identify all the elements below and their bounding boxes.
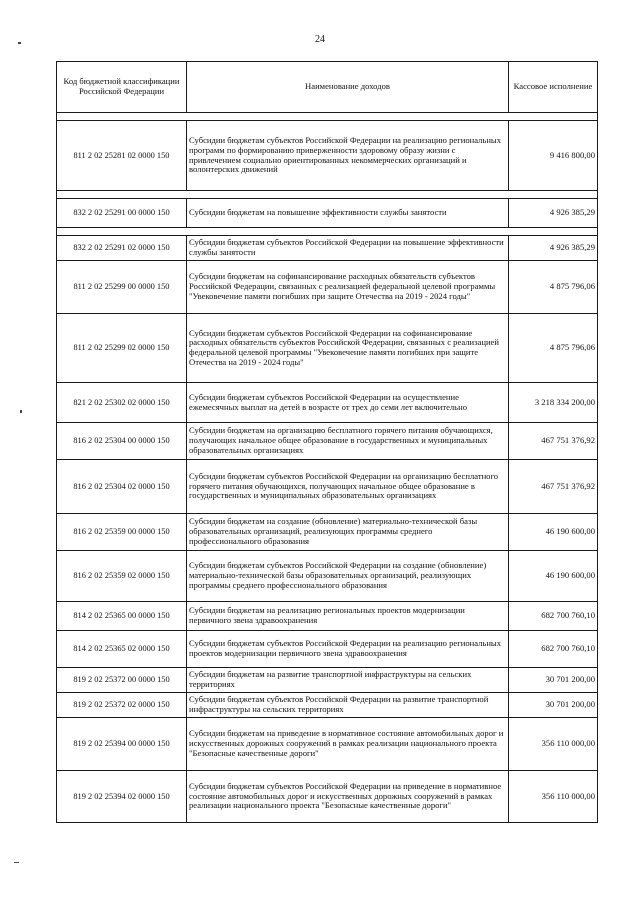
revenue-name-cell: Субсидии бюджетам на приведение в нормативное состояние автомобильных дорог и искусственных дорожных сооружений в рамках реализации национального проекта "Безопасные качественные дороги" — [187, 718, 509, 771]
revenue-name-cell: Субсидии бюджетам субъектов Российской Федерации на повышение эффективности службы занятости — [187, 236, 509, 261]
revenue-name-cell: Субсидии бюджетам субъектов Российской Федерации на софинансирование расходных обязательств субъектов Российской Федерации, связанных с реализацией федеральной целевой программы "Увековечение памяти погибших при защите Отечества на 2019 - 2024 годы" — [187, 314, 509, 383]
row-spacer — [57, 113, 598, 121]
spacer-cell — [187, 191, 509, 199]
revenue-name-cell: Субсидии бюджетам на софинансирование расходных обязательств субъектов Российской Федерации, связанных с реализацией федеральной целевой программы "Увековечение памяти погибших при защите Отечества на 2019 - 2024 годы" — [187, 261, 509, 314]
budget-code-cell: 819 2 02 25394 02 0000 150 — [57, 771, 187, 823]
revenue-name-cell: Субсидии бюджетам субъектов Российской Федерации на развитие транспортной инфраструктуры на сельских территориях — [187, 693, 509, 718]
table-row — [57, 602, 598, 631]
revenue-name-cell: Субсидии бюджетам субъектов Российской Федерации на реализацию региональных программ по формированию приверженности здоровому образу жизни с привлечением социально ориентированных некоммерческих организаций и волонтерских движений — [187, 121, 509, 191]
header-code: Код бюджетной классификации Российской Федерации — [57, 62, 187, 113]
amount-cell: 30 701 200,00 — [509, 693, 598, 718]
table-body — [57, 113, 598, 823]
amount-cell: 4 926 385,29 — [509, 236, 598, 261]
revenue-name-cell: Субсидии бюджетам на реализацию региональных проектов модернизации первичного звена здравоохранения — [187, 602, 509, 631]
scan-mark-bottom — [14, 862, 19, 863]
table-row — [57, 423, 598, 460]
amount-cell: 9 416 800,00 — [509, 121, 598, 191]
table-row — [57, 718, 598, 771]
table-row — [57, 121, 598, 191]
budget-code-cell: 811 2 02 25299 02 0000 150 — [57, 314, 187, 383]
budget-code-cell: 821 2 02 25302 02 0000 150 — [57, 383, 187, 423]
scan-mark-middle — [20, 410, 22, 413]
budget-code-cell: 819 2 02 25372 00 0000 150 — [57, 668, 187, 693]
revenue-name-cell: Субсидии бюджетам субъектов Российской Федерации на организацию бесплатного горячего питания обучающихся, получающих начальное общее образование в государственных и муниципальных образовательных организациях — [187, 460, 509, 514]
table-row — [57, 383, 598, 423]
table-row — [57, 631, 598, 668]
budget-code-cell: 819 2 02 25394 00 0000 150 — [57, 718, 187, 771]
budget-code-cell: 832 2 02 25291 02 0000 150 — [57, 236, 187, 261]
amount-cell: 46 190 600,00 — [509, 514, 598, 551]
budget-code-cell: 811 2 02 25299 00 0000 150 — [57, 261, 187, 314]
table-row — [57, 668, 598, 693]
table-row — [57, 514, 598, 551]
amount-cell: 4 875 796,06 — [509, 314, 598, 383]
table-row — [57, 261, 598, 314]
budget-code-cell: 816 2 02 25359 00 0000 150 — [57, 514, 187, 551]
revenue-name-cell: Субсидии бюджетам на повышение эффективности службы занятости — [187, 199, 509, 228]
amount-cell: 467 751 376,92 — [509, 460, 598, 514]
amount-cell: 46 190 600,00 — [509, 551, 598, 602]
revenue-name-cell: Субсидии бюджетам субъектов Российской Федерации на создание (обновление) материально-технической базы образовательных организаций, реализующих программы среднего профессионального образования — [187, 551, 509, 602]
budget-code-cell: 814 2 02 25365 00 0000 150 — [57, 602, 187, 631]
amount-cell: 356 110 000,00 — [509, 718, 598, 771]
row-spacer — [57, 228, 598, 236]
spacer-cell — [57, 191, 187, 199]
table-row — [57, 460, 598, 514]
budget-code-cell: 811 2 02 25281 02 0000 150 — [57, 121, 187, 191]
table-row — [57, 551, 598, 602]
header-amount: Кассовое исполнение — [509, 62, 598, 113]
amount-cell: 467 751 376,92 — [509, 423, 598, 460]
amount-cell: 3 218 334 200,00 — [509, 383, 598, 423]
amount-cell: 4 926 385,29 — [509, 199, 598, 228]
table-row — [57, 693, 598, 718]
table-row — [57, 771, 598, 823]
revenue-name-cell: Субсидии бюджетам субъектов Российской Федерации на реализацию региональных проектов модернизации первичного звена здравоохранения — [187, 631, 509, 668]
spacer-cell — [187, 113, 509, 121]
amount-cell: 356 110 000,00 — [509, 771, 598, 823]
spacer-cell — [57, 228, 187, 236]
spacer-cell — [509, 191, 598, 199]
amount-cell: 682 700 760,10 — [509, 631, 598, 668]
header-name: Наименование доходов — [187, 62, 509, 113]
budget-code-cell: 816 2 02 25304 02 0000 150 — [57, 460, 187, 514]
budget-table — [56, 61, 598, 823]
table-header-row — [57, 62, 598, 113]
budget-code-cell: 816 2 02 25359 02 0000 150 — [57, 551, 187, 602]
amount-cell: 682 700 760,10 — [509, 602, 598, 631]
budget-code-cell: 816 2 02 25304 00 0000 150 — [57, 423, 187, 460]
page-number: 24 — [315, 34, 325, 45]
spacer-cell — [187, 228, 509, 236]
budget-code-cell: 819 2 02 25372 02 0000 150 — [57, 693, 187, 718]
revenue-name-cell: Субсидии бюджетам на организацию бесплатного горячего питания обучающихся, получающих начальное общее образование в государственных и муниципальных образовательных организациях — [187, 423, 509, 460]
budget-code-cell: 814 2 02 25365 02 0000 150 — [57, 631, 187, 668]
table-row — [57, 236, 598, 261]
row-spacer — [57, 191, 598, 199]
table-row — [57, 199, 598, 228]
revenue-name-cell: Субсидии бюджетам на развитие транспортной инфраструктуры на сельских территориях — [187, 668, 509, 693]
amount-cell: 30 701 200,00 — [509, 668, 598, 693]
spacer-cell — [57, 113, 187, 121]
budget-code-cell: 832 2 02 25291 00 0000 150 — [57, 199, 187, 228]
revenue-name-cell: Субсидии бюджетам на создание (обновление) материально-технической базы образовательных организаций, реализующих программы среднего профессионального образования — [187, 514, 509, 551]
spacer-cell — [509, 228, 598, 236]
spacer-cell — [509, 113, 598, 121]
revenue-name-cell: Субсидии бюджетам субъектов Российской Федерации на приведение в нормативное состояние автомобильных дорог и искусственных дорожных сооружений в рамках реализации национального проекта "Безопасные качественные дороги" — [187, 771, 509, 823]
revenue-name-cell: Субсидии бюджетам субъектов Российской Федерации на осуществление ежемесячных выплат на детей в возрасте от трех до семи лет включительно — [187, 383, 509, 423]
amount-cell: 4 875 796,06 — [509, 261, 598, 314]
table-row — [57, 314, 598, 383]
